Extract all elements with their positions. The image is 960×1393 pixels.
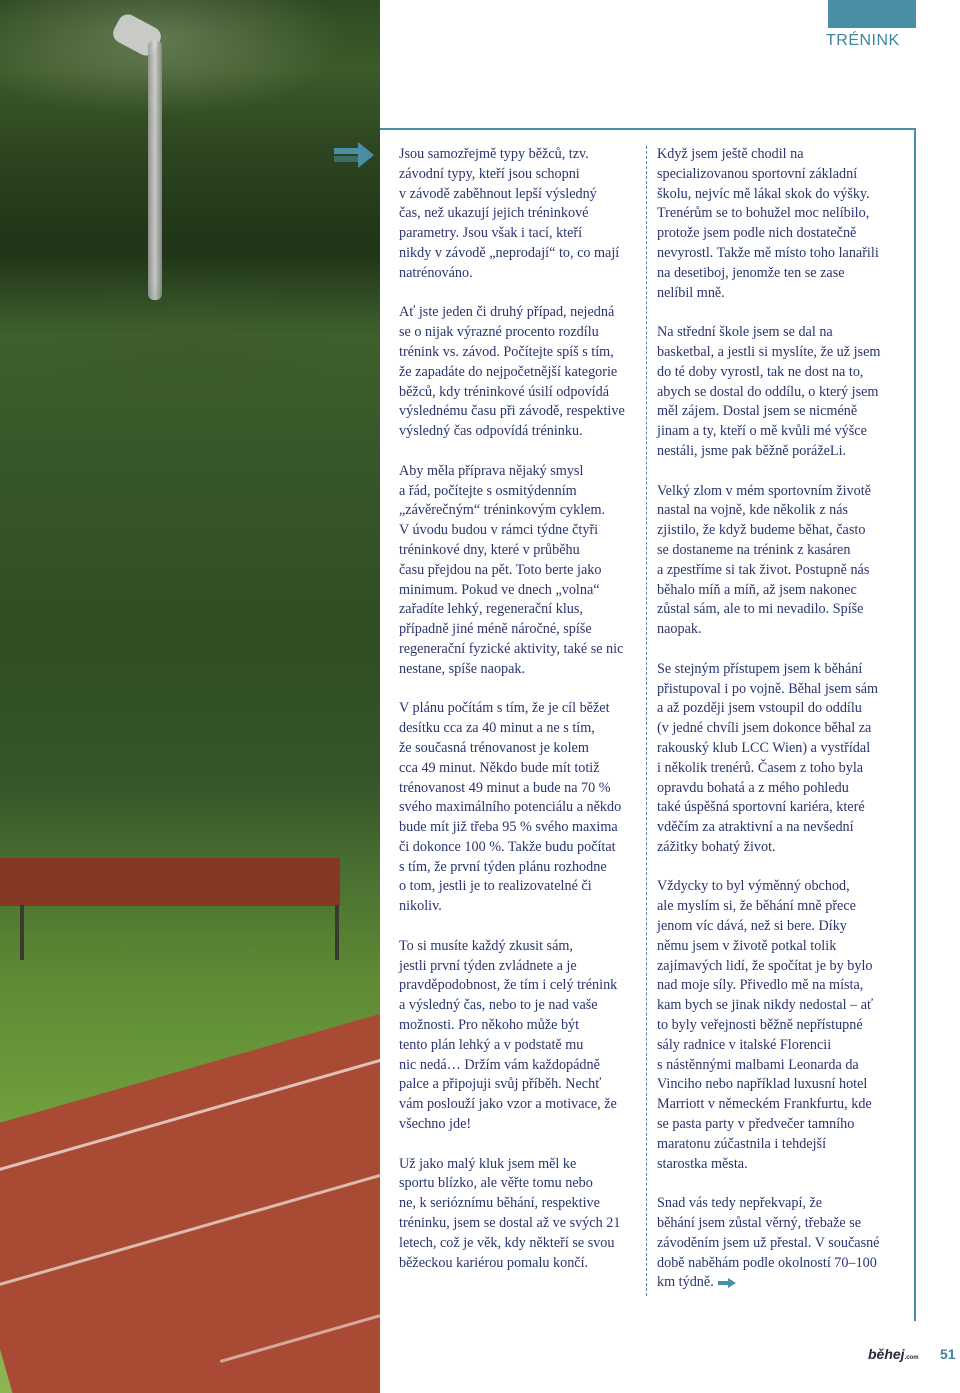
section-tab	[828, 0, 916, 28]
column-divider	[646, 146, 647, 1296]
track-photo	[0, 0, 380, 1393]
magazine-logo	[868, 1346, 919, 1362]
arrow-right-icon	[718, 1278, 736, 1288]
paragraph: Ať jste jeden či druhý případ, nejedná se o nijak výrazné procento rozdílu trénink vs. závod. Počítejte spíš s tím, že zapadáte do nejpočetnější kategorie běžců, kdy tréninkové úsilí odpovídá výslednému času při závodě, respektive výsledný čas odpovídá tréninku.	[399, 304, 625, 440]
article-left-column	[399, 145, 641, 1293]
paragraph: Se stejným přístupem jsem k běhání přistupoval i po vojně. Běhal jsem sám a až později jsem vstoupil do oddílu (v jedné chvíli jsem dokonce běhal za rakouský klub LCC Wien) a vystřídal i několik trenérů. Časem z toho byla opravdu bohatá a z mého pohledu také úspěšná sportovní kariéra, které vděčím za atraktivní a na nevšední zážitky bohatý život.	[657, 660, 879, 855]
logo-suffix: .com	[904, 1355, 919, 1361]
paragraph: Vždycky to byl výměnný obchod, ale myslím si, že běhání mně přece jenom víc dává, než si bere. Díky němu jsem v životě potkal tolik zajímavých lidí, že spočítat je by bylo nad moje síly. Přivedlo mě na místa, kam bych se jinak nikdy nedostal – ať to byly veřejnosti běžně nepřístupné sály radnice v italské Florencii s nástěnnými malbami Leonarda da Vinciho nebo například luxusní hotel Marriott v německém Frankfurtu, kde se pasta party v předvečer tamního maratonu zúčastnila i tehdejší starostka města.	[657, 878, 874, 1172]
paragraph: Velký zlom v mém sportovním životě nastal na vojně, kde několik z nás zjistilo, že když budeme běhat, často se dostaneme na trénink z kasáren a zpestříme si tak život. Postupně nás běhalo míň a míň, až jsem nakonec zůstal sám, ale to mi nevadilo. Spíše naopak.	[657, 482, 871, 638]
paragraph: Když jsem ještě chodil na specializovanou sportovní základní školu, nejvíc mě lákal skok do výšky. Trenérům se to bohužel moc nelíbilo, protože jsem podle nich dostatečně nevyrostl. Takže mě místo toho lanařili na desetiboj, jenomže ten se zase nelíbil mně.	[657, 146, 879, 301]
paragraph: V plánu počítám s tím, že je cíl běžet desítku cca za 40 minut a ne s tím, že současná trénovanost je kolem cca 49 minut. Někdo bude mít totiž trénovanost 49 minut a bude na 70 % svého maximálního potenciálu a někdo bude mít již třeba 95 % svého maxima či dokonce 100 %. Takže budu počítat s tím, že první týden plánu rozhodne o tom, jestli je to realizovatelné či nikoliv.	[399, 700, 622, 915]
article-right-column	[657, 145, 897, 1313]
paragraph-last-text: Snad vás tedy nepřekvapí, že běhání jsem zůstal věrný, třebaže se závoděním jsem už přestal. V současné době naběhám podle okolností 70–100 km týdně.	[657, 1195, 880, 1291]
paragraph: Jsou samozřejmě typy běžců, tzv. závodní typy, kteří jsou schopni v závodě zaběhnout lepší výsledný čas, než ukazují jejich tréninkové parametry. Jsou však i tací, kteří nikdy v závodě „neprodají“ to, co mají natrénováno.	[399, 146, 620, 281]
page-number: 51	[940, 1346, 956, 1362]
paragraph: Na střední škole jsem se dal na basketbal, a jestli si myslíte, že už jsem do té doby vyrostl, tak ne dost na to, abych se dostal do oddílu, o který jsem měl zájem. Dostal jsem se nicméně jinam a ty, kteří o mě kvůli mé výšce nestáli, jsme pak běžně porážeLi.	[657, 324, 881, 459]
section-label: TRÉNINK	[826, 32, 900, 49]
paragraph-last	[657, 1194, 897, 1293]
logo-text: běhej	[868, 1346, 905, 1362]
paragraph: Už jako malý kluk jsem měl ke sportu blízko, ale věřte tomu nebo ne, k serióznímu běhání, respektive tréninku, jsem se dostal až ve svých 21 letech, což je věk, kdy někteří se svou běžeckou kariérou pomalu končí.	[399, 1155, 621, 1271]
paragraph: Aby měla příprava nějaký smysl a řád, počítejte s osmitýdenním „závěrečným“ tréninkovým cyklem. V úvodu budou v rámci týdne čtyři tréninkové dny, které v průběhu času přejdou na pět. Toto berte jako minimum. Pokud ve dnech „volna“ zařadíte lehký, regenerační klus, případně jiné méně náročné, spíše regenerační fyzické aktivity, také se nic nestane, spíše naopak.	[399, 462, 624, 677]
arrow-right-icon	[334, 142, 374, 168]
paragraph: To si musíte každý zkusit sám, jestli první týden zvládnete a je pravděpodobnost, že tím i celý trénink a výsledný čas, nebo to je nad vaše možnosti. Pro někoho může být tento plán lehký a v podstatě mu nic nedá… Držím vám každopádně palce a připojuji svůj příběh. Nechť vám poslouží jako vzor a motivace, že všechno jde!	[399, 937, 618, 1133]
